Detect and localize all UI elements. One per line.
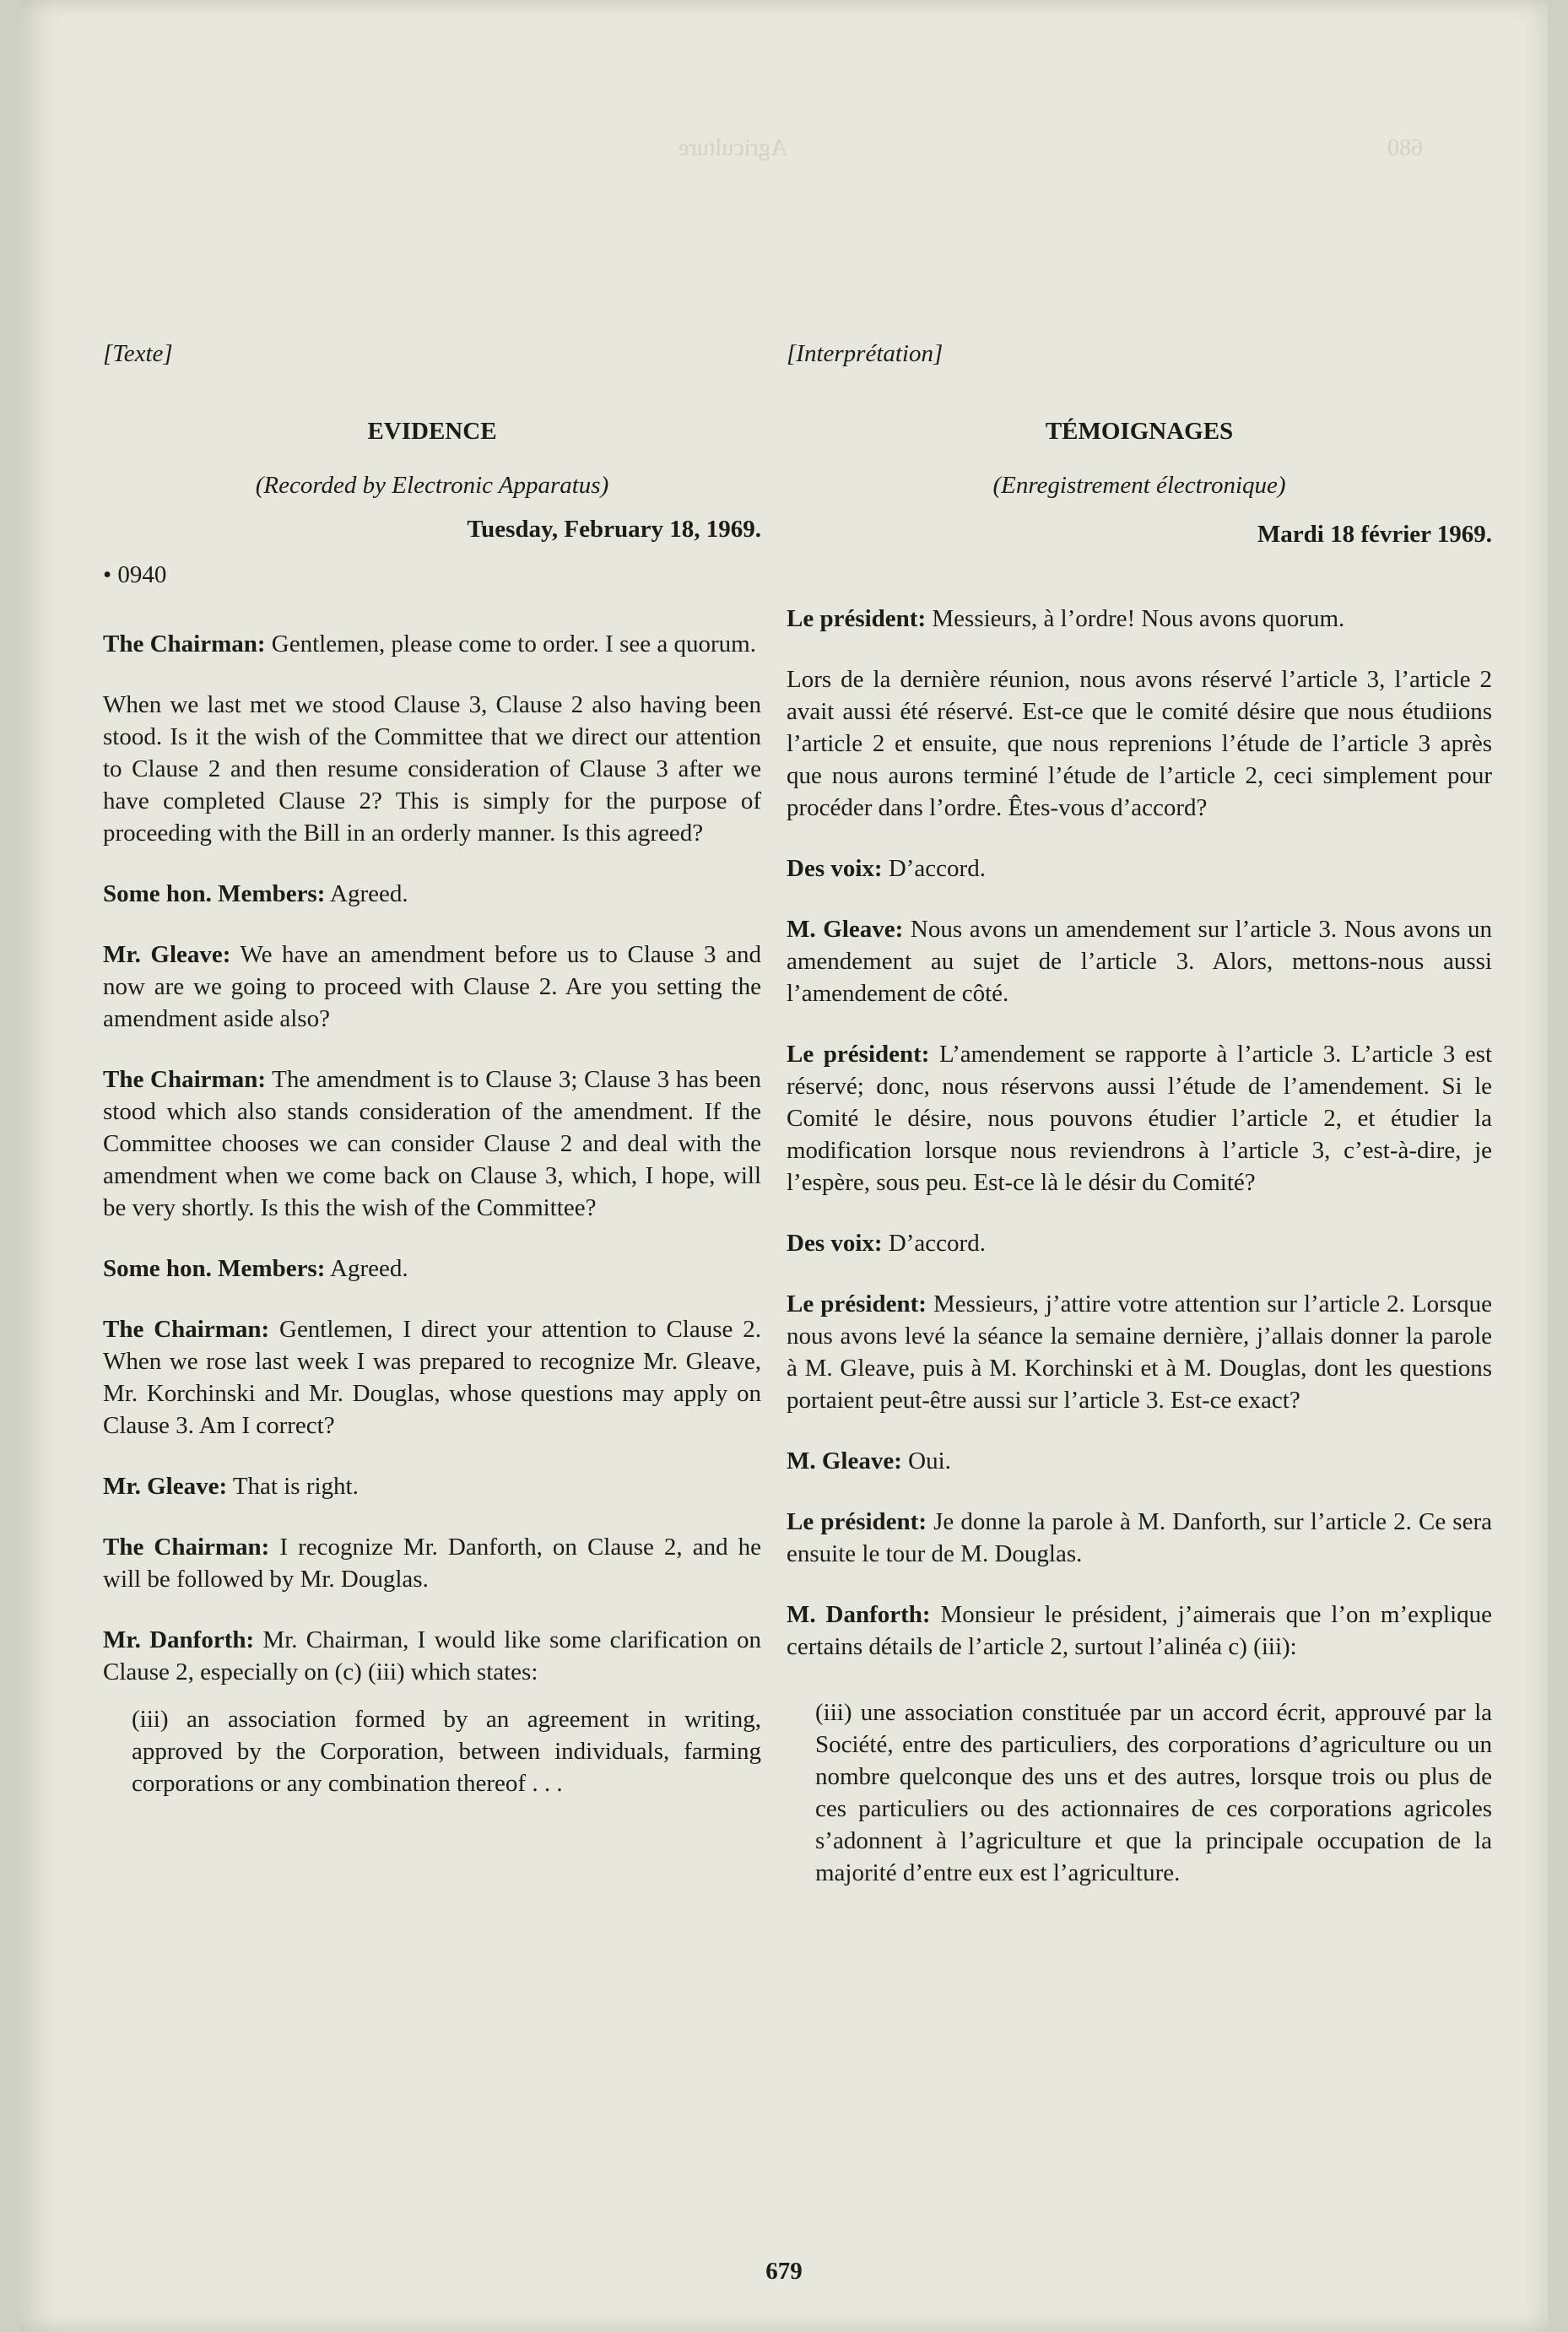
transcript-paragraph (103, 1531, 761, 1595)
statement: Monsieur le président, j’aimerais que l’on m’explique certains détails de l’article 2, surtout l’alinéa c) (iii): (787, 1601, 1492, 1660)
statement: I recognize Mr. Danforth, on Clause 2, and he will be followed by Mr. Douglas. (103, 1534, 761, 1593)
speaker: The Chairman: (103, 1066, 266, 1093)
speaker: Des voix: (787, 855, 883, 882)
bleed-through-text: Agriculture (679, 135, 788, 161)
session-date: Mardi 18 février 1969. (1257, 521, 1492, 548)
speaker: M. Gleave: (787, 1447, 902, 1474)
statement: When we last met we stood Clause 3, Clause 2 also having been stood. Is it the wish of the Committee that we direct our attention to Clause 2 and then resume consideration of Clause 3 after we have completed Clause 2? This is simply for the purpose of proceeding with the Bill in an orderly manner. Is this agreed? (103, 691, 761, 847)
statement: D’accord. (882, 1230, 986, 1257)
speaker: The Chairman: (103, 1316, 270, 1343)
transcript-paragraph (103, 1470, 761, 1502)
statement: Messieurs, j’attire votre attention sur l’article 2. Lorsque nous avons levé la séance la semaine dernière, j’allais donner la parole à M. Gleave, puis à M. Korchinski et à M. Douglas, dont les questions portaient peut-être aussi sur l’article 3. Est-ce exact? (787, 1290, 1492, 1414)
transcript-paragraph (787, 852, 1492, 885)
speaker: Le président: (787, 1508, 927, 1535)
statement: We have an amendment before us to Clause 3 and now are we going to proceed with Clause 2. Are you setting the amendment aside also? (103, 941, 761, 1032)
timestamp: • 0940 (103, 561, 167, 588)
speaker: Le président: (787, 1041, 930, 1068)
statement: Lors de la dernière réunion, nous avons réservé l’article 3, l’article 2 avait aussi été réservé. Est-ce que le comité désire que nous étudiions l’article 2 et ensuite, que nous reprenions l’étude de l’article 3 après que nous aurons terminé l’étude de l’article 2, ceci simplement pour procéder dans l’ordre. Êtes-vous d’accord? (787, 666, 1492, 821)
page-number: 679 (765, 2258, 803, 2285)
statement: Gentlemen, please come to order. I see a quorum. (265, 630, 756, 657)
quoted-clause: (iii) une association constituée par un accord écrit, approuvé par la Société, entre des particuliers, des corporations d’agriculture ou un nombre quelconque des uns et des autres, lorsque trois ou plus de ces particuliers ou des actionnaires de ces corporations agricoles s’adonnent à l’agriculture et que la principale occupation de la majorité d’entre eux est l’agriculture. (815, 1699, 1492, 1886)
transcript-paragraph (103, 939, 761, 1035)
speaker: Some hon. Members: (103, 1255, 326, 1282)
speaker: Mr. Gleave: (103, 1473, 228, 1500)
quoted-clause: (iii) an association formed by an agreement in writing, approved by the Corporation, between individuals, farming corporations or any combination thereof . . . (132, 1706, 761, 1797)
statement: That is right. (227, 1473, 359, 1500)
speaker: M. Gleave: (787, 916, 904, 943)
transcript-paragraph (103, 1063, 761, 1224)
transcript-paragraph (103, 628, 761, 660)
speaker: The Chairman: (103, 1534, 270, 1561)
session-date: Tuesday, February 18, 1969. (467, 516, 761, 543)
french-column (787, 338, 1492, 1918)
section-subheading: (Recorded by Electronic Apparatus) (255, 472, 609, 499)
speaker: M. Danforth: (787, 1601, 931, 1628)
statement: Nous avons un amendement sur l’article 3. Nous avons un amendement au sujet de l’article 3. Alors, mettons-nous aussi l’amendement de côté. (787, 916, 1492, 1007)
statement: The amendment is to Clause 3; Clause 3 has been stood which also stands consideration of the amendment. If the Committee chooses we can consider Clause 2 and deal with the amendment when we come back on Clause 3, which, I hope, will be very shortly. Is this the wish of the Committee? (103, 1066, 761, 1221)
section-heading: EVIDENCE (367, 418, 497, 445)
section-tag: [Texte] (103, 340, 173, 367)
transcript-paragraph (787, 1599, 1492, 1663)
statement: D’accord. (882, 855, 986, 882)
statement: Oui. (901, 1447, 951, 1474)
document-page (20, 0, 1548, 2332)
transcript-paragraph (787, 1445, 1492, 1477)
statement: Mr. Chairman, I would like some clarification on Clause 2, especially on (c) (iii) which states: (103, 1626, 761, 1685)
speaker: Mr. Danforth: (103, 1626, 255, 1653)
statement: L’amendement se rapporte à l’article 3. L’article 3 est réservé; donc, nous réservons aussi l’étude de l’amendement. Si le Comité le désire, nous pouvons étudier l’article 2, et étudier la modification lorsque nous reviendrons à l’article 3, c’est-à-dire, je l’espère, sous peu. Est-ce là le désir du Comité? (787, 1041, 1492, 1196)
transcript-paragraph (103, 878, 761, 910)
transcript-paragraph (787, 913, 1492, 1009)
section-heading: TÉMOIGNAGES (1045, 418, 1234, 445)
bleed-through-text: 680 (1387, 135, 1423, 161)
statement: Gentlemen, I direct your attention to Clause 2. When we rose last week I was prepared to recognize Mr. Gleave, Mr. Korchinski and Mr. Douglas, whose questions may apply on Clause 3. Am I correct? (103, 1316, 761, 1439)
transcript-paragraph (787, 1227, 1492, 1259)
section-subheading: (Enregistrement électronique) (992, 472, 1286, 499)
transcript-paragraph (103, 1624, 761, 1688)
statement: Messieurs, à l’ordre! Nous avons quorum. (926, 605, 1345, 632)
transcript-paragraph (787, 1506, 1492, 1570)
transcript-paragraph (787, 663, 1492, 824)
transcript-paragraph (103, 1313, 761, 1442)
speaker: Des voix: (787, 1230, 883, 1257)
statement: Agreed. (325, 1255, 408, 1282)
transcript-paragraph (103, 689, 761, 849)
speaker: Le président: (787, 1290, 927, 1317)
english-column (103, 338, 761, 1828)
transcript-paragraph (787, 603, 1492, 635)
transcript-paragraph (787, 1038, 1492, 1198)
transcript-paragraph (103, 1253, 761, 1285)
speaker: Le président: (787, 605, 927, 632)
statement: Agreed. (325, 880, 408, 907)
speaker: Mr. Gleave: (103, 941, 231, 968)
transcript-paragraph (787, 1288, 1492, 1416)
section-tag: [Interprétation] (787, 340, 944, 367)
statement: Je donne la parole à M. Danforth, sur l’article 2. Ce sera ensuite le tour de M. Douglas. (787, 1508, 1492, 1567)
speaker: Some hon. Members: (103, 880, 326, 907)
speaker: The Chairman: (103, 630, 266, 657)
